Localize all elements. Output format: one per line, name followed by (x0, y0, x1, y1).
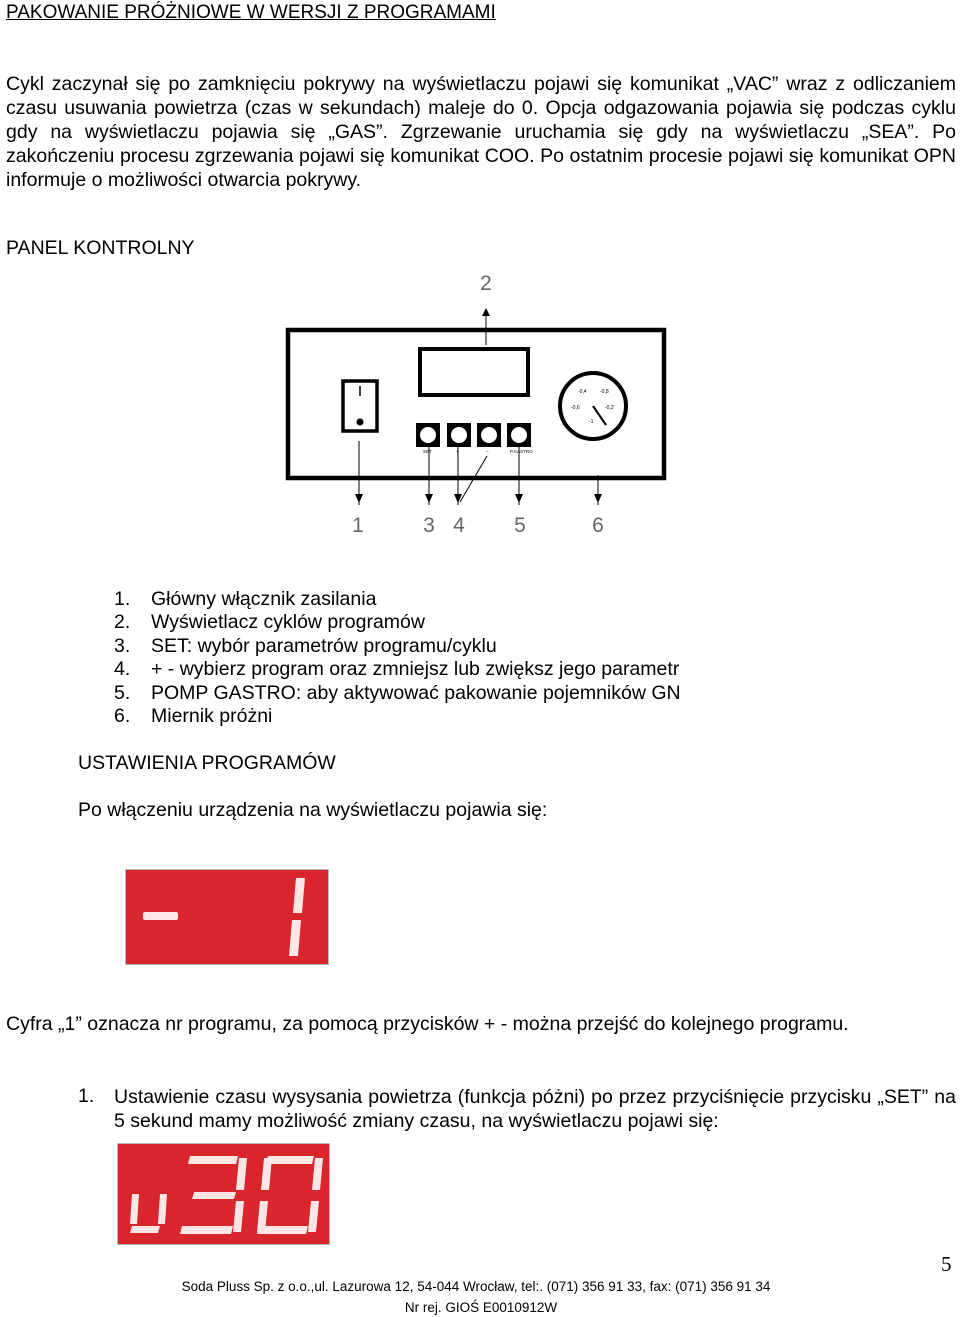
callout-5: 5 (514, 514, 526, 537)
list-item: 1. Główny włącznik zasilania (114, 588, 377, 610)
program-settings-heading: USTAWIENIA PROGRAMÓW (78, 752, 336, 774)
footer-registration: Nr rej. GIOŚ E0010912W (404, 1300, 558, 1315)
gauge-label: -0,2 (605, 405, 614, 411)
display-outline (420, 349, 528, 395)
control-panel-heading: PANEL KONTROLNY (6, 237, 195, 259)
gauge-label: -0,4 (578, 389, 587, 395)
lcd-digits (118, 1144, 329, 1244)
list-item: 2. Wyświetlacz cyklów programów (114, 611, 425, 634)
button-label-minus: − (486, 449, 489, 454)
lcd-display-program (125, 869, 329, 965)
panel-legend-list (114, 588, 681, 728)
callout-6: 6 (592, 514, 604, 537)
step-text: Ustawienie czasu wysysania powietrza (funkcja póżni) po przez przyciśnięcie przycisku „SET” na 5 sekund mamy możliwość zmiany czasu, na wyświetlaczu pojawi się: (114, 1086, 956, 1132)
power-on-text: Po włączeniu urządzenia na wyświetlaczu pojawia się: (78, 799, 548, 821)
control-panel-diagram (282, 265, 672, 540)
callout-1: 1 (352, 514, 364, 537)
callout-4: 4 (453, 514, 465, 537)
step-number: 1. (78, 1085, 95, 1107)
gauge-label: -0,6 (571, 405, 580, 411)
list-item: 6. Miernik próżni (114, 705, 273, 728)
page-number: 5 (941, 1252, 952, 1276)
callout-3: 3 (423, 514, 435, 537)
list-item: 3. SET: wybór parametrów programu/cyklu (114, 634, 497, 657)
list-item: 5. POMP GASTRO: aby aktywować pakowanie pojemników GN (114, 681, 681, 704)
button-label-set: SET (423, 449, 432, 454)
button-label-plus: + (456, 449, 459, 454)
list-item: 4. + - wybierz program oraz zmniejsz lub zwiększ jego parametr (114, 658, 680, 681)
page-title: PAKOWANIE PRÓŻNIOWE W WERSJI Z PROGRAMAMI (6, 2, 496, 23)
intro-paragraph: Cykl zaczynał się po zamknięciu pokrywy na wyświetlaczu pojawi się komunikat „VAC” wraz z odliczaniem czasu usuwania powietrza (czas w sekundach) maleje do 0. Opcja odgazowania pojawia się podczas cyklu gdy na wyświetlaczu pojawia się „GAS”. Zgrzewanie uruchamia się gdy na wyświetlaczu „SEA”. Po zakończeniu procesu zgrzewania pojawi się komunikat COO. Po ostatnim procesie pojawi się komunikat OPN informuje o możliwości otwarcia pokrywy. (6, 73, 956, 191)
program-number-text: Cyfra „1” oznacza nr programu, za pomocą przycisków + - można przejść do kolejnego programu. (6, 1013, 849, 1035)
lcd-display-vacuum-time (117, 1143, 330, 1245)
gauge-label: -1 (589, 419, 594, 425)
callout-2: 2 (480, 272, 492, 295)
gauge-label: -0,8 (600, 389, 609, 395)
button-label-gastro: P.GASTRO (510, 449, 533, 454)
footer-company-address: Soda Pluss Sp. z o.o.,ul. Lazurowa 12, 54-044 Wrocław, tel:. (071) 356 91 33, fax: (071) 356 91 34 (181, 1279, 771, 1294)
lcd-digits (126, 870, 328, 964)
